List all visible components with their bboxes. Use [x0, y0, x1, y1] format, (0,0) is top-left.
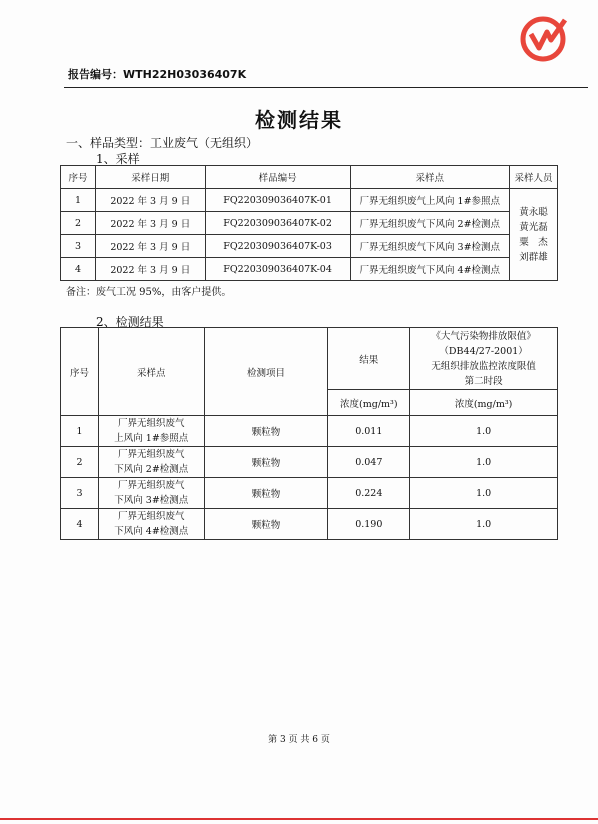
- header-divider: [64, 87, 588, 88]
- section-sample-type: 一、样品类型：工业废气（无组织）: [66, 136, 259, 150]
- sample-point: 厂界无组织废气下风向 4#检测点: [350, 258, 510, 281]
- point-line: 厂界无组织废气: [118, 418, 185, 429]
- header-cell: 采样点: [98, 328, 204, 416]
- header-cell: 样品编号: [205, 166, 350, 189]
- table-row: [61, 509, 558, 540]
- standard-code: （DB44/27-2001）: [439, 345, 528, 357]
- table-row: [61, 212, 558, 235]
- row-number: 3: [61, 478, 99, 509]
- sample-point: [98, 416, 204, 447]
- header-cell: 采样点: [350, 166, 510, 189]
- sample-date: 2022 年 3 月 9 日: [95, 258, 205, 281]
- standard-title: 《大气污染物排放限值》: [431, 330, 536, 342]
- sampling-table: [60, 165, 558, 281]
- header-cell: 采样日期: [95, 166, 205, 189]
- header-cell: 结果: [328, 328, 410, 390]
- point-line: 下风向 3#检测点: [114, 495, 189, 506]
- table-row: [61, 235, 558, 258]
- table-row: [61, 447, 558, 478]
- row-number: 3: [61, 235, 96, 258]
- row-number: 1: [61, 189, 96, 212]
- unit-cell: 浓度(mg/m³): [410, 390, 558, 416]
- standard-period: 第二时段: [464, 375, 503, 387]
- subsection-results: 2、检测结果: [96, 315, 164, 329]
- report-number: 报告编号：WTH22H03036407K: [68, 68, 247, 81]
- personnel-name: 刘群雄: [519, 251, 548, 263]
- sample-point: 厂界无组织废气下风向 2#检测点: [350, 212, 510, 235]
- test-item: 颗粒物: [204, 509, 328, 540]
- point-line: 下风向 2#检测点: [114, 464, 189, 475]
- table-row: [61, 478, 558, 509]
- point-line: 下风向 4#检测点: [114, 526, 189, 537]
- sample-date: 2022 年 3 月 9 日: [95, 235, 205, 258]
- row-number: 2: [61, 212, 96, 235]
- page-title: 检测结果: [255, 108, 343, 132]
- row-number: 4: [61, 258, 96, 281]
- table-row: [61, 416, 558, 447]
- results-header-row: [61, 328, 558, 390]
- personnel-name: 黄永聪: [519, 206, 548, 218]
- subsection-sampling: 1、采样: [96, 152, 140, 166]
- point-line: 厂界无组织废气: [118, 511, 185, 522]
- sample-id: FQ220309036407K-01: [205, 189, 350, 212]
- point-line: 厂界无组织废气: [118, 449, 185, 460]
- row-number: 1: [61, 416, 99, 447]
- sample-date: 2022 年 3 月 9 日: [95, 212, 205, 235]
- sampling-header-row: [61, 166, 558, 189]
- sample-point: 厂界无组织废气上风向 1#参照点: [350, 189, 510, 212]
- results-table: [60, 327, 558, 540]
- result-value: 0.011: [328, 416, 410, 447]
- limit-value: 1.0: [410, 509, 558, 540]
- sample-id: FQ220309036407K-03: [205, 235, 350, 258]
- test-item: 颗粒物: [204, 478, 328, 509]
- unit-cell: 浓度(mg/m³): [328, 390, 410, 416]
- sample-id: FQ220309036407K-04: [205, 258, 350, 281]
- sample-point: [98, 478, 204, 509]
- sample-date: 2022 年 3 月 9 日: [95, 189, 205, 212]
- result-value: 0.047: [328, 447, 410, 478]
- footer-divider: [0, 818, 598, 820]
- company-logo-icon: [517, 12, 569, 64]
- table-row: [61, 258, 558, 281]
- standard-desc: 无组织排放监控浓度限值: [431, 360, 536, 372]
- test-item: 颗粒物: [204, 447, 328, 478]
- header-cell: 采样人员: [510, 166, 558, 189]
- header-cell: 序号: [61, 328, 99, 416]
- page-number: 第 3 页 共 6 页: [268, 735, 330, 745]
- point-line: 上风向 1#参照点: [114, 433, 189, 444]
- row-number: 2: [61, 447, 99, 478]
- result-value: 0.190: [328, 509, 410, 540]
- sample-point: [98, 447, 204, 478]
- header-cell: 检测项目: [204, 328, 328, 416]
- personnel-name: 粟 杰: [519, 236, 548, 248]
- standard-header: [410, 328, 558, 390]
- sampling-note: 备注：废气工况 95%，由客户提供。: [66, 287, 232, 298]
- row-number: 4: [61, 509, 99, 540]
- personnel-name: 黄光磊: [519, 221, 548, 233]
- point-line: 厂界无组织废气: [118, 480, 185, 491]
- header-cell: 序号: [61, 166, 96, 189]
- table-row: [61, 189, 558, 212]
- limit-value: 1.0: [410, 447, 558, 478]
- sample-point: 厂界无组织废气下风向 3#检测点: [350, 235, 510, 258]
- result-value: 0.224: [328, 478, 410, 509]
- sample-point: [98, 509, 204, 540]
- sampling-personnel: [510, 189, 558, 281]
- test-item: 颗粒物: [204, 416, 328, 447]
- limit-value: 1.0: [410, 478, 558, 509]
- limit-value: 1.0: [410, 416, 558, 447]
- sample-id: FQ220309036407K-02: [205, 212, 350, 235]
